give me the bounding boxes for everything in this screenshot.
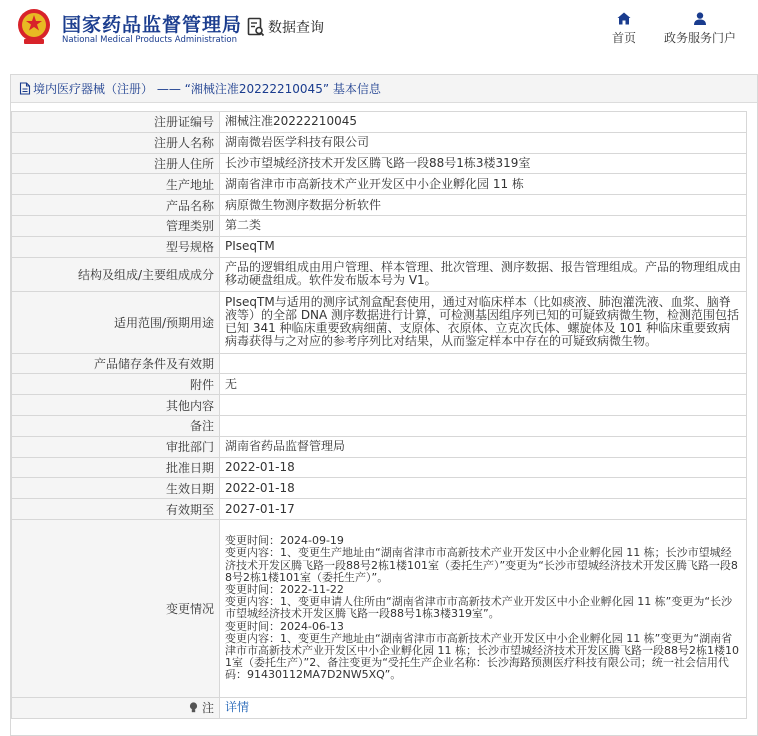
nav-portal[interactable] <box>660 12 740 46</box>
field-label: 审批部门 <box>12 436 220 457</box>
change-entry: 变更内容：1、变更生产地址由“湖南省津市市高新技术产业开发区中小企业孵化园 11 栋”变更为“湖南省津市市高新技术产业开发区中小企业孵化园 11 栋；长沙市望城经济技术开发区腾飞路一段88号2栋1楼101室（委托生产）”2、备注变更为“受托生产企业名称：长沙海路预测医疗科技有限公司；统一社会信用代码：91430112MA7D2NW5XQ”。 <box>225 631 739 682</box>
field-label: 管理类别 <box>12 215 220 236</box>
field-value <box>220 415 747 436</box>
change-entry: 变更时间：2024-06-13 <box>225 619 344 633</box>
field-label: 注册证编号 <box>12 112 220 133</box>
lightbulb-icon <box>189 702 198 716</box>
field-label: 产品名称 <box>12 195 220 216</box>
user-icon <box>693 12 707 25</box>
change-entry: 变更时间：2022-11-22 <box>225 583 344 597</box>
field-label: 注册人名称 <box>12 132 220 153</box>
table-row <box>12 153 747 174</box>
field-value: 湖南微岩医学科技有限公司 <box>220 132 747 153</box>
field-value: PIseqTM与适用的测序试剂盒配套使用，通过对临床样本（比如痰液、肺泡灌洗液、血浆、脑脊液等）的全部 DNA 测序数据进行计算，可检测基因组序列已知的可疑致病微生物，检测范围包括已知 341 种临床重要致病细菌、支原体、衣原体、立克次氏体、螺旋体及 101 种临床重要致病病毒获得与之对应的参考序列比对结果，从而鉴定样本中存在的可疑致病微生物。 <box>220 291 747 353</box>
table-row <box>12 374 747 395</box>
field-label: 备注 <box>12 415 220 436</box>
table-row <box>12 174 747 195</box>
data-query-link[interactable] <box>247 17 324 37</box>
note-label-cell <box>12 697 220 718</box>
document-icon <box>19 82 31 95</box>
details-link[interactable]: 详情 <box>225 700 250 715</box>
table-row <box>12 415 747 436</box>
site-header <box>0 0 758 62</box>
nav-portal-label: 政务服务门户 <box>663 31 736 45</box>
site-title-en[interactable]: National Medical Products Administration <box>62 35 237 45</box>
change-entry: 变更内容：1、变更申请人住所由“湖南省津市市高新技术产业开发区中小企业孵化园 11 栋”变更为“长沙市望城经济技术开发区腾飞路一段88号1栋3楼319室”。 <box>225 595 733 621</box>
change-entry: 变更时间：2024-09-19 <box>225 534 344 548</box>
field-label: 批准日期 <box>12 457 220 478</box>
info-table <box>11 111 747 719</box>
note-label: 注 <box>201 701 214 716</box>
table-row <box>12 499 747 520</box>
table-row <box>12 395 747 416</box>
national-emblem-icon <box>16 8 52 46</box>
change-entry: 变更内容：1、变更生产地址由“湖南省津市市高新技术产业开发区中小企业孵化园 11 栋；长沙市望城经济技术开发区腾飞路一段88号2栋1楼101室（委托生产）”变更为“长沙市望城经济技术开发区腾飞路一段88号2栋1楼101室（委托生产）”。 <box>225 546 738 584</box>
field-value: 无 <box>220 374 747 395</box>
breadcrumb <box>11 75 757 103</box>
home-icon <box>617 12 631 25</box>
table-row <box>12 215 747 236</box>
document-search-icon <box>247 17 265 37</box>
change-history <box>220 519 747 697</box>
field-value: 湖南省津市市高新技术产业开发区中小企业孵化园 11 栋 <box>220 174 747 195</box>
table-row <box>12 112 747 133</box>
table-row <box>12 291 747 353</box>
note-cell <box>220 697 747 718</box>
field-label: 有效期至 <box>12 499 220 520</box>
table-row <box>12 457 747 478</box>
field-value <box>220 353 747 374</box>
field-value: 湘械注准20222210045 <box>220 112 747 133</box>
table-row <box>12 195 747 216</box>
field-value: 第二类 <box>220 215 747 236</box>
table-row <box>12 132 747 153</box>
field-value: 2027-01-17 <box>220 499 747 520</box>
field-value: 产品的逻辑组成由用户管理、样本管理、批次管理、测序数据、报告管理组成。产品的物理组成由移动硬盘组成。软件发布版本号为 V1。 <box>220 257 747 291</box>
field-value: PIseqTM <box>220 236 747 257</box>
table-row <box>12 436 747 457</box>
field-value: 湖南省药品监督管理局 <box>220 436 747 457</box>
table-row <box>12 353 747 374</box>
field-label: 结构及组成/主要组成成分 <box>12 257 220 291</box>
field-label: 变更情况 <box>12 519 220 697</box>
field-label: 附件 <box>12 374 220 395</box>
field-value <box>220 395 747 416</box>
nav-home-label: 首页 <box>611 31 636 45</box>
table-row <box>12 519 747 697</box>
field-value: 长沙市望城经济技术开发区腾飞路一段88号1栋3楼319室 <box>220 153 747 174</box>
breadcrumb-text: 境内医疗器械（注册） —— “湘械注准20222210045” 基本信息 <box>33 82 381 96</box>
field-value: 2022-01-18 <box>220 478 747 499</box>
field-label: 型号规格 <box>12 236 220 257</box>
field-label: 适用范围/预期用途 <box>12 291 220 353</box>
field-value: 2022-01-18 <box>220 457 747 478</box>
field-label: 其他内容 <box>12 395 220 416</box>
table-row <box>12 236 747 257</box>
nav-home[interactable] <box>610 12 638 46</box>
field-label: 产品储存条件及有效期 <box>12 353 220 374</box>
site-title[interactable]: 国家药品监督管理局 <box>62 14 243 36</box>
table-row <box>12 697 747 718</box>
table-row <box>12 257 747 291</box>
field-label: 生效日期 <box>12 478 220 499</box>
table-row <box>12 478 747 499</box>
field-label: 生产地址 <box>12 174 220 195</box>
data-query-label: 数据查询 <box>268 20 324 36</box>
field-label: 注册人住所 <box>12 153 220 174</box>
field-value: 病原微生物测序数据分析软件 <box>220 195 747 216</box>
